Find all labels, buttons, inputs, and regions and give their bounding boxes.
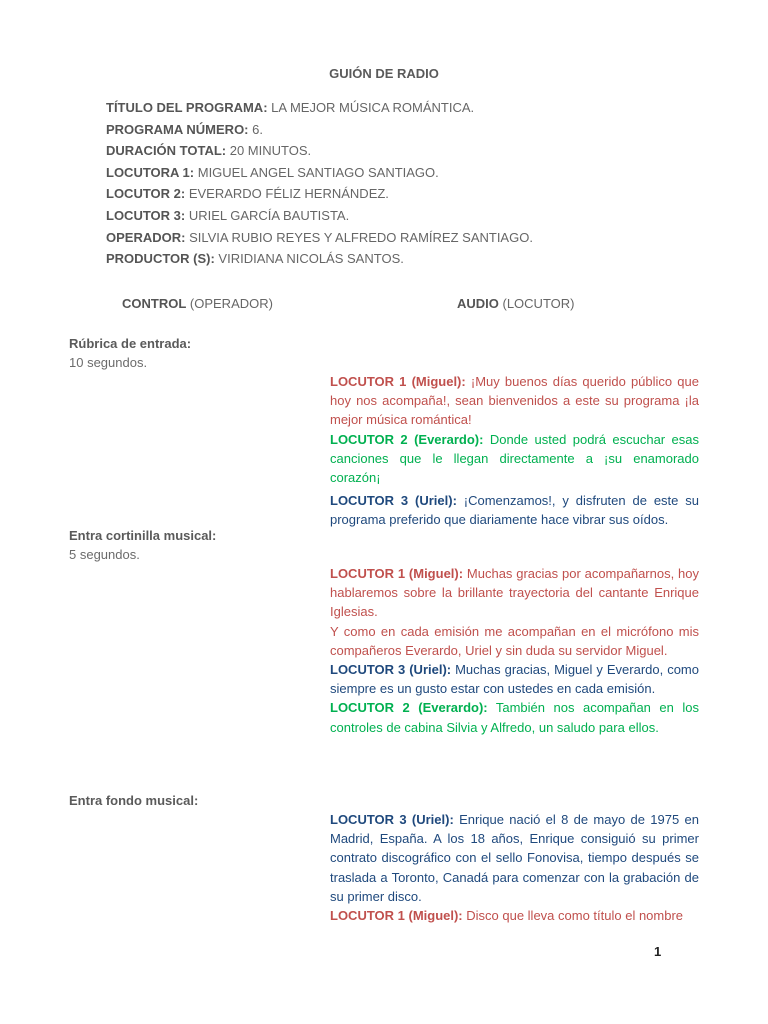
cue-label: Entra fondo musical: xyxy=(69,793,199,808)
speaker-label: LOCUTOR 1 (Miguel): xyxy=(330,566,464,581)
dialogue-line xyxy=(330,430,699,488)
speaker-label: LOCUTOR 2 (Everardo): xyxy=(330,431,484,447)
column-value: (LOCUTOR) xyxy=(498,296,575,311)
speaker-label: LOCUTOR 2 (Everardo): xyxy=(330,700,488,716)
control-column-header xyxy=(122,296,273,311)
cue-duration: 10 segundos. xyxy=(69,355,148,370)
audio-column-header xyxy=(457,296,575,311)
dialogue-block-2 xyxy=(330,564,699,737)
page-number: 1 xyxy=(654,944,662,959)
dialogue-line xyxy=(330,491,699,529)
dialogue-text: Enrique nació el 8 de mayo de 1975 en Madrid, España. A los 18 años, Enrique consiguió su primer contrato discográfico con el sello Fonovisa, tiempo después se traslada a Toronto, Canadá para comenzar con la grabación de su primer disco. xyxy=(330,812,699,904)
speaker-label: LOCUTOR 3 (Uriel): xyxy=(330,812,454,827)
cue-background-music xyxy=(69,791,198,810)
cue-duration: 5 segundos. xyxy=(69,547,140,562)
column-label: AUDIO xyxy=(457,296,499,311)
dialogue-block-3 xyxy=(330,810,699,925)
info-producer xyxy=(106,248,533,270)
info-value: 20 MINUTOS. xyxy=(226,143,312,159)
dialogue-text: Muchas gracias, Miguel y Everardo, como siempre es un gusto estar con ustedes en cada emisión. xyxy=(330,662,699,697)
info-value: VIRIDIANA NICOLÁS SANTOS. xyxy=(214,251,404,267)
column-label: CONTROL xyxy=(122,296,187,311)
info-program-number xyxy=(106,119,533,141)
info-operator xyxy=(106,227,533,249)
info-value: MIGUEL ANGEL SANTIAGO SANTIAGO. xyxy=(194,164,439,180)
dialogue-line xyxy=(330,698,699,736)
cue-entry-rubric xyxy=(69,334,191,372)
speaker-label: LOCUTOR 1 (Miguel): xyxy=(330,908,463,924)
dialogue-text: Y como en cada emisión me acompañan en el micrófono mis compañeros Everardo, Uriel y sin duda su servidor Miguel. xyxy=(330,623,699,658)
dialogue-line xyxy=(330,810,699,906)
dialogue-text: ¡Muy buenos días querido público que hoy nos acompaña!, sean bienvenidos a este su programa ¡la mejor música romántica! xyxy=(330,374,699,428)
cue-label: Rúbrica de entrada: xyxy=(69,336,192,351)
dialogue-text: Disco que lleva como título el nombre xyxy=(462,908,684,924)
dialogue-line xyxy=(330,564,699,622)
dialogue-text: También nos acompañan en los controles de cabina Silvia y Alfredo, un saludo para ellos. xyxy=(330,700,699,735)
dialogue-line xyxy=(330,660,699,698)
info-label: OPERADOR: xyxy=(106,229,186,245)
info-label: LOCUTOR 2: xyxy=(106,186,186,202)
cue-label: Entra cortinilla musical: xyxy=(69,528,217,543)
info-value: SILVIA RUBIO REYES Y ALFREDO RAMÍREZ SANTIAGO. xyxy=(185,229,533,245)
document-title: GUIÓN DE RADIO xyxy=(329,66,439,81)
column-value: (OPERADOR) xyxy=(186,296,273,311)
speaker-label: LOCUTOR 1 (Miguel): xyxy=(330,374,466,389)
dialogue-line xyxy=(330,622,699,660)
dialogue-text: Muchas gracias por acompañarnos, hoy hablaremos sobre la brillante trayectoria del cantante Enrique Iglesias. xyxy=(330,566,699,620)
dialogue-line xyxy=(330,372,699,430)
info-label: LOCUTORA 1: xyxy=(106,164,195,180)
dialogue-line xyxy=(330,906,699,925)
dialogue-text: Donde usted podrá escuchar esas canciones que le llegan directamente a ¡su enamorado corazón¡ xyxy=(330,431,699,486)
info-label: DURACIÓN TOTAL: xyxy=(106,143,227,159)
speaker-label: LOCUTOR 3 (Uriel): xyxy=(330,493,457,509)
info-value: URIEL GARCÍA BAUTISTA. xyxy=(185,207,350,223)
speaker-label: LOCUTOR 3 (Uriel): xyxy=(330,662,452,678)
info-label: PROGRAMA NÚMERO: xyxy=(106,121,249,137)
cue-musical-curtain xyxy=(69,526,216,564)
info-announcer-3 xyxy=(106,205,533,227)
info-duration xyxy=(106,140,533,162)
program-info xyxy=(106,97,533,270)
info-value: EVERARDO FÉLIZ HERNÁNDEZ. xyxy=(185,186,389,202)
info-value: LA MEJOR MÚSICA ROMÁNTICA. xyxy=(267,100,475,115)
info-title xyxy=(106,97,533,119)
info-label: LOCUTOR 3: xyxy=(106,207,186,223)
info-label: PRODUCTOR (S): xyxy=(106,251,215,267)
info-announcer-1 xyxy=(106,162,533,184)
info-value: 6. xyxy=(248,121,263,137)
dialogue-text: ¡Comenzamos!, y disfruten de este su programa preferido que diariamente hace vibrar sus oídos. xyxy=(330,493,699,528)
info-label: TÍTULO DEL PROGRAMA: xyxy=(106,100,268,115)
dialogue-block-1 xyxy=(330,372,699,530)
info-announcer-2 xyxy=(106,183,533,205)
